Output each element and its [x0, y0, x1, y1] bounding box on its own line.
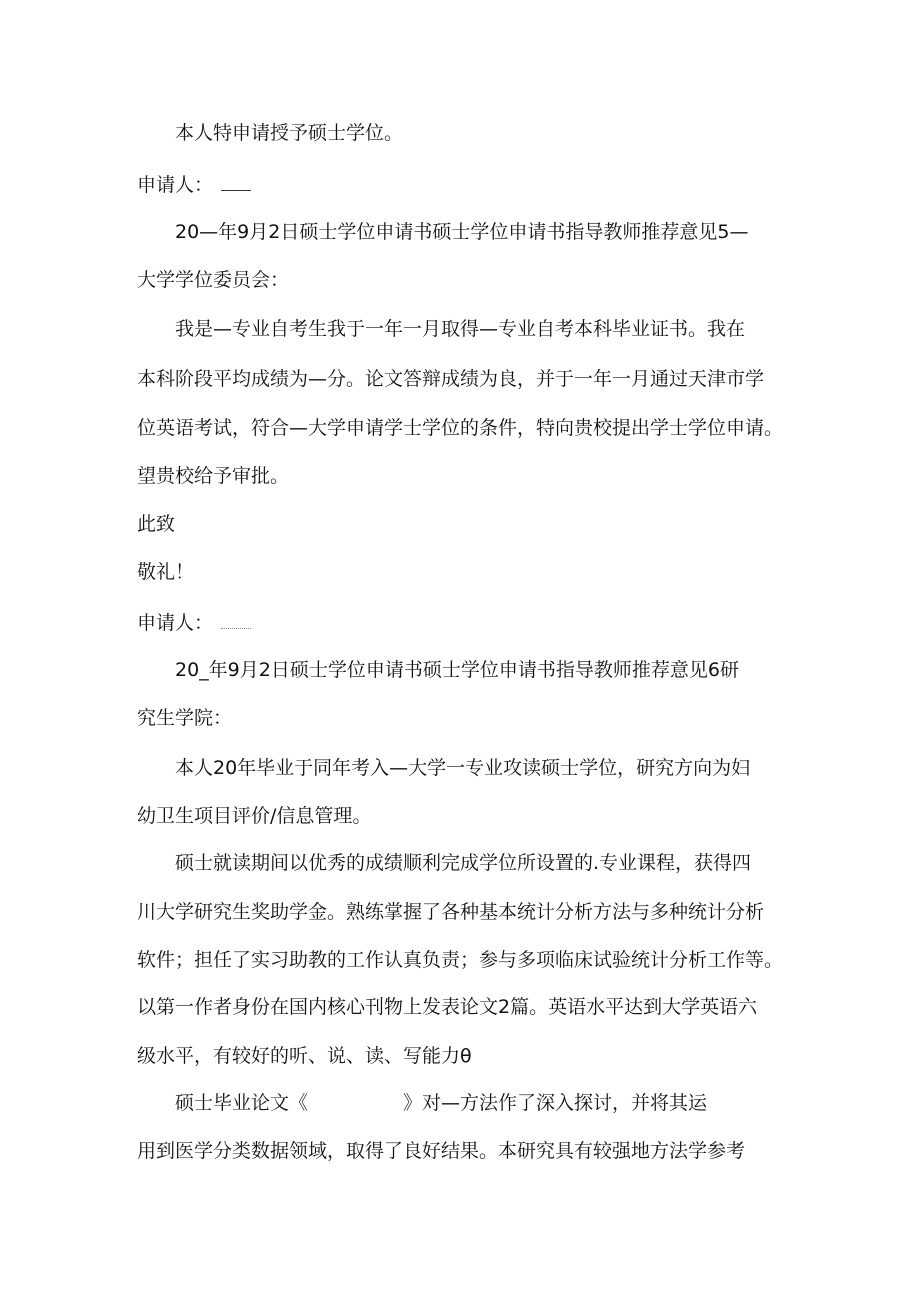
closing-line: 敬礼！: [137, 561, 195, 583]
text-line: 我是—专业自考生我于一年一月取得—专业自考本科毕业证书。我在: [175, 318, 746, 340]
text-line: 本科阶段平均成绩为—分。论文答辩成绩为良，并于一年一月通过天津市学: [137, 368, 765, 390]
text-line: 硕士毕业论文《 》对—方法作了深入探讨，并将其运: [175, 1092, 708, 1114]
text-line: 20_年9月2日硕士学位申请书硕士学位申请书指导教师推荐意见6研: [175, 659, 739, 681]
text-line: 用到医学分类数据领域，取得了良好结果。本研究具有较强地方法学参考: [137, 1140, 746, 1162]
applicant-label: 申请人：: [137, 612, 214, 634]
text-line: 本人20年毕业于同年考入—大学一专业攻读硕士学位，研究方向为妇: [175, 757, 751, 779]
text-line: 以第一作者身份在国内核心刊物上发表论文2篇。英语水平达到大学英语六: [137, 996, 758, 1018]
applicant-label: 申请人：: [137, 174, 214, 196]
text-line: 20—年9月2日硕士学位申请书硕士学位申请书指导教师推荐意见5—: [175, 221, 749, 243]
addressee-line: 究生学院：: [137, 707, 233, 729]
signature-blank: [221, 610, 251, 629]
text-line: 位英语考试，符合—大学申请学士学位的条件，特向贵校提出学士学位申请。: [137, 417, 784, 439]
text-line: 望贵校给予审批。: [137, 465, 290, 487]
text-line: 软件；担任了实习助教的工作认真负责；参与多项临床试验统计分析工作等。: [137, 949, 784, 971]
text-line: 本人特申请授予硕士学位。: [175, 122, 404, 144]
applicant-line: [137, 610, 251, 634]
text-line: 川大学研究生奖助学金。熟练掌握了各种基本统计分析方法与多种统计分析: [137, 901, 765, 923]
text-line: 幼卫生项目评价/信息管理。: [137, 805, 372, 827]
addressee-line: 大学学位委员会：: [137, 269, 290, 291]
applicant-line: [137, 172, 251, 196]
signature-blank: [221, 172, 251, 191]
text-line: 硕士就读期间以优秀的成绩顺利完成学位所设置的.专业课程，获得四: [175, 852, 752, 874]
text-line: 级水平，有较好的听、说、读、写能力θ: [137, 1045, 472, 1067]
closing-line: 此致: [137, 513, 176, 535]
